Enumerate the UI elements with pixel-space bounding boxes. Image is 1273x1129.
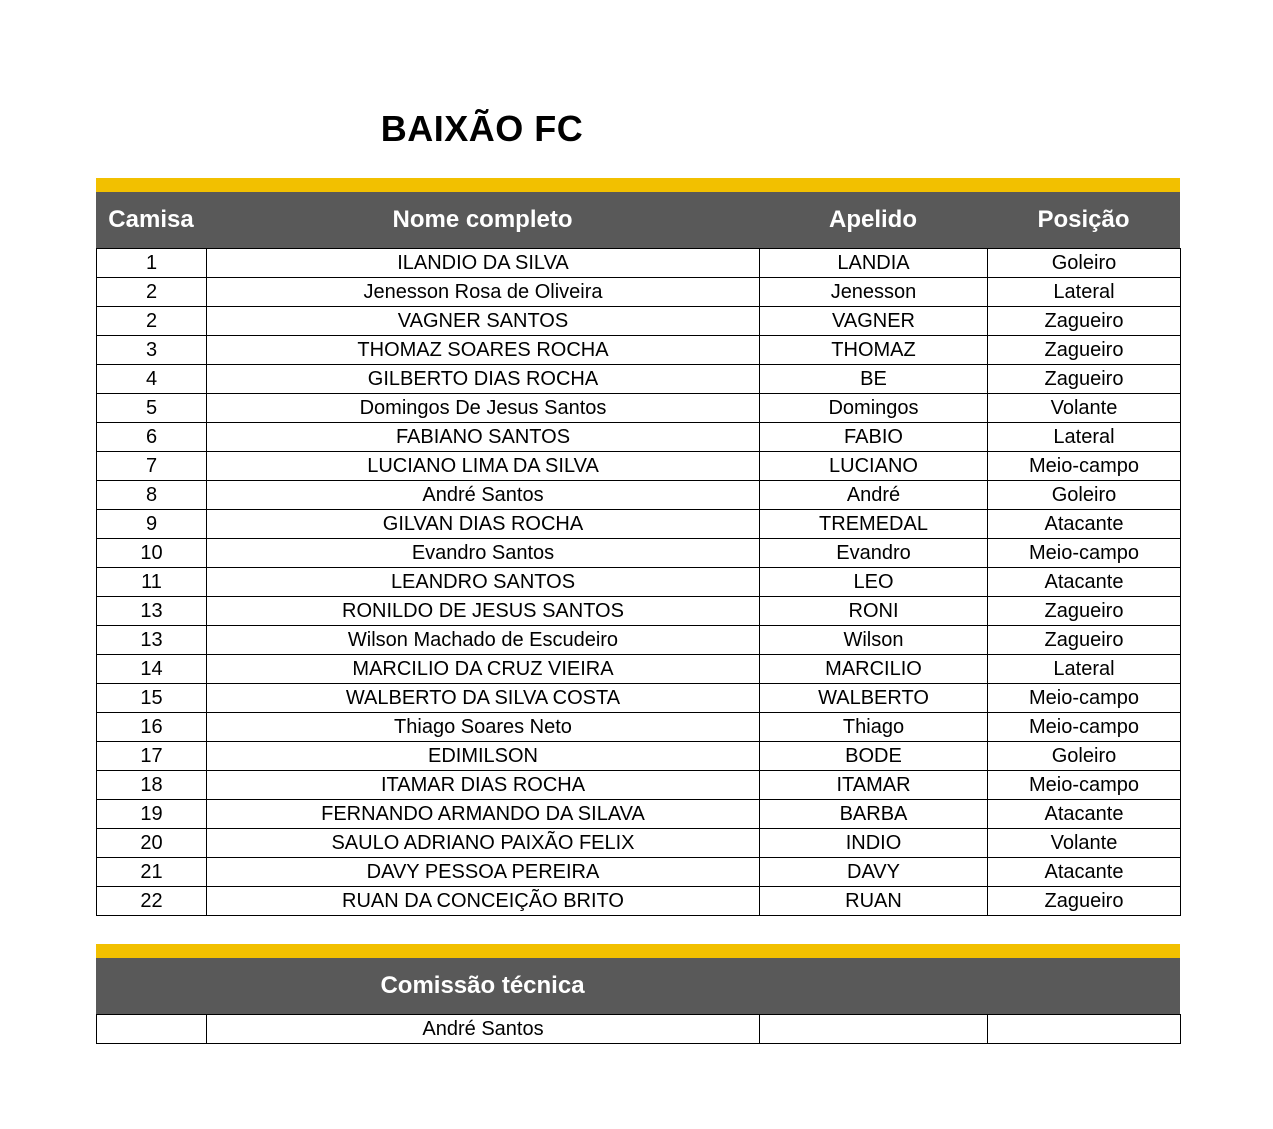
camisa-cell: 5 <box>97 394 207 423</box>
apelido-cell: FABIO <box>760 423 988 452</box>
apelido-cell: André <box>760 481 988 510</box>
table-row <box>97 278 1181 307</box>
roster-body <box>97 249 1181 916</box>
apelido-cell: Evandro <box>760 539 988 568</box>
table-row <box>97 597 1181 626</box>
nome-completo-cell: LEANDRO SANTOS <box>207 568 760 597</box>
nome-completo-cell: GILBERTO DIAS ROCHA <box>207 365 760 394</box>
camisa-cell: 16 <box>97 713 207 742</box>
camisa-cell: 2 <box>97 278 207 307</box>
staff-table <box>96 1014 1181 1044</box>
nome-completo-cell: André Santos <box>207 481 760 510</box>
nome-completo-cell: Thiago Soares Neto <box>207 713 760 742</box>
table-row <box>97 307 1181 336</box>
posicao-cell: Goleiro <box>988 742 1181 771</box>
table-row <box>97 452 1181 481</box>
table-row <box>97 858 1181 887</box>
camisa-cell: 14 <box>97 655 207 684</box>
column-header-posicao: Posição <box>1037 206 1130 233</box>
table-row <box>97 771 1181 800</box>
camisa-cell: 2 <box>97 307 207 336</box>
apelido-cell: WALBERTO <box>760 684 988 713</box>
table-row <box>97 713 1181 742</box>
camisa-cell: 13 <box>97 626 207 655</box>
camisa-cell: 7 <box>97 452 207 481</box>
apelido-cell: BE <box>760 365 988 394</box>
camisa-cell: 17 <box>97 742 207 771</box>
posicao-cell: Volante <box>988 829 1181 858</box>
posicao-cell: Zagueiro <box>988 336 1181 365</box>
apelido-cell: LANDIA <box>760 249 988 278</box>
apelido-cell: INDIO <box>760 829 988 858</box>
camisa-cell: 18 <box>97 771 207 800</box>
nome-completo-cell: Jenesson Rosa de Oliveira <box>207 278 760 307</box>
nome-completo-cell: EDIMILSON <box>207 742 760 771</box>
posicao-cell: Zagueiro <box>988 626 1181 655</box>
nome-completo-cell: DAVY PESSOA PEREIRA <box>207 858 760 887</box>
table-row <box>97 829 1181 858</box>
posicao-cell: Zagueiro <box>988 597 1181 626</box>
apelido-cell: THOMAZ <box>760 336 988 365</box>
posicao-cell: Lateral <box>988 278 1181 307</box>
table-row <box>97 684 1181 713</box>
apelido-cell: RUAN <box>760 887 988 916</box>
posicao-cell: Atacante <box>988 858 1181 887</box>
nome-completo-cell: LUCIANO LIMA DA SILVA <box>207 452 760 481</box>
apelido-cell: LEO <box>760 568 988 597</box>
nome-completo-cell: FERNANDO ARMANDO DA SILAVA <box>207 800 760 829</box>
posicao-cell: Atacante <box>988 568 1181 597</box>
apelido-cell: TREMEDAL <box>760 510 988 539</box>
camisa-cell: 11 <box>97 568 207 597</box>
apelido-cell: BODE <box>760 742 988 771</box>
posicao-cell: Atacante <box>988 800 1181 829</box>
apelido-cell: Jenesson <box>760 278 988 307</box>
nome-completo-cell: Domingos De Jesus Santos <box>207 394 760 423</box>
nome-completo-cell: RUAN DA CONCEIÇÃO BRITO <box>207 887 760 916</box>
nome-completo-cell: FABIANO SANTOS <box>207 423 760 452</box>
column-header-nome-completo: Nome completo <box>392 206 573 233</box>
nome-completo-cell: ILANDIO DA SILVA <box>207 249 760 278</box>
camisa-cell: 21 <box>97 858 207 887</box>
posicao-cell: Meio-campo <box>988 713 1181 742</box>
camisa-cell: 10 <box>97 539 207 568</box>
staff-body <box>97 1015 1181 1044</box>
nome-completo-cell: Wilson Machado de Escudeiro <box>207 626 760 655</box>
table-row <box>97 539 1181 568</box>
nome-completo-cell: RONILDO DE JESUS SANTOS <box>207 597 760 626</box>
staff-header-spacer <box>987 958 1180 1014</box>
staff-row <box>97 1015 1181 1044</box>
column-header-apelido: Apelido <box>829 206 917 233</box>
posicao-cell: Volante <box>988 394 1181 423</box>
staff-header-spacer <box>759 958 987 1014</box>
apelido-cell: BARBA <box>760 800 988 829</box>
table-row <box>97 336 1181 365</box>
table-row <box>97 423 1181 452</box>
apelido-cell <box>760 1015 988 1044</box>
table-row <box>97 887 1181 916</box>
table-row <box>97 626 1181 655</box>
posicao-cell: Lateral <box>988 655 1181 684</box>
posicao-cell: Goleiro <box>988 481 1181 510</box>
camisa-cell: 19 <box>97 800 207 829</box>
roster-header-row <box>96 192 1180 248</box>
posicao-cell: Meio-campo <box>988 684 1181 713</box>
table-row <box>97 742 1181 771</box>
camisa-cell: 4 <box>97 365 207 394</box>
nome-completo-cell: André Santos <box>207 1015 760 1044</box>
camisa-cell: 6 <box>97 423 207 452</box>
table-row <box>97 365 1181 394</box>
table-row <box>97 510 1181 539</box>
posicao-cell: Meio-campo <box>988 771 1181 800</box>
nome-completo-cell: THOMAZ SOARES ROCHA <box>207 336 760 365</box>
nome-completo-cell: ITAMAR DIAS ROCHA <box>207 771 760 800</box>
apelido-cell: DAVY <box>760 858 988 887</box>
apelido-cell: RONI <box>760 597 988 626</box>
nome-completo-cell: MARCILIO DA CRUZ VIEIRA <box>207 655 760 684</box>
nome-completo-cell: VAGNER SANTOS <box>207 307 760 336</box>
staff-accent-band <box>96 944 1180 958</box>
posicao-cell: Zagueiro <box>988 307 1181 336</box>
staff-header-row <box>96 958 1180 1014</box>
posicao-cell: Atacante <box>988 510 1181 539</box>
table-row <box>97 249 1181 278</box>
table-row <box>97 800 1181 829</box>
posicao-cell: Meio-campo <box>988 539 1181 568</box>
table-row <box>97 481 1181 510</box>
apelido-cell: Domingos <box>760 394 988 423</box>
posicao-cell: Goleiro <box>988 249 1181 278</box>
page-title: BAIXÃO FC <box>380 108 584 149</box>
staff-header-spacer <box>96 958 206 1014</box>
nome-completo-cell: GILVAN DIAS ROCHA <box>207 510 760 539</box>
apelido-cell: Thiago <box>760 713 988 742</box>
table-row <box>97 394 1181 423</box>
apelido-cell: MARCILIO <box>760 655 988 684</box>
posicao-cell: Zagueiro <box>988 365 1181 394</box>
posicao-cell: Meio-campo <box>988 452 1181 481</box>
nome-completo-cell: WALBERTO DA SILVA COSTA <box>207 684 760 713</box>
posicao-cell: Zagueiro <box>988 887 1181 916</box>
camisa-cell: 22 <box>97 887 207 916</box>
camisa-cell <box>97 1015 207 1044</box>
camisa-cell: 8 <box>97 481 207 510</box>
camisa-cell: 1 <box>97 249 207 278</box>
posicao-cell <box>988 1015 1181 1044</box>
table-row <box>97 568 1181 597</box>
camisa-cell: 9 <box>97 510 207 539</box>
posicao-cell: Lateral <box>988 423 1181 452</box>
camisa-cell: 15 <box>97 684 207 713</box>
apelido-cell: ITAMAR <box>760 771 988 800</box>
nome-completo-cell: Evandro Santos <box>207 539 760 568</box>
table-row <box>97 655 1181 684</box>
camisa-cell: 13 <box>97 597 207 626</box>
apelido-cell: LUCIANO <box>760 452 988 481</box>
roster-accent-band <box>96 178 1180 192</box>
nome-completo-cell: SAULO ADRIANO PAIXÃO FELIX <box>207 829 760 858</box>
apelido-cell: Wilson <box>760 626 988 655</box>
staff-heading: Comissão técnica <box>380 972 585 999</box>
camisa-cell: 20 <box>97 829 207 858</box>
camisa-cell: 3 <box>97 336 207 365</box>
apelido-cell: VAGNER <box>760 307 988 336</box>
roster-table <box>96 248 1181 916</box>
column-header-camisa: Camisa <box>108 206 194 233</box>
